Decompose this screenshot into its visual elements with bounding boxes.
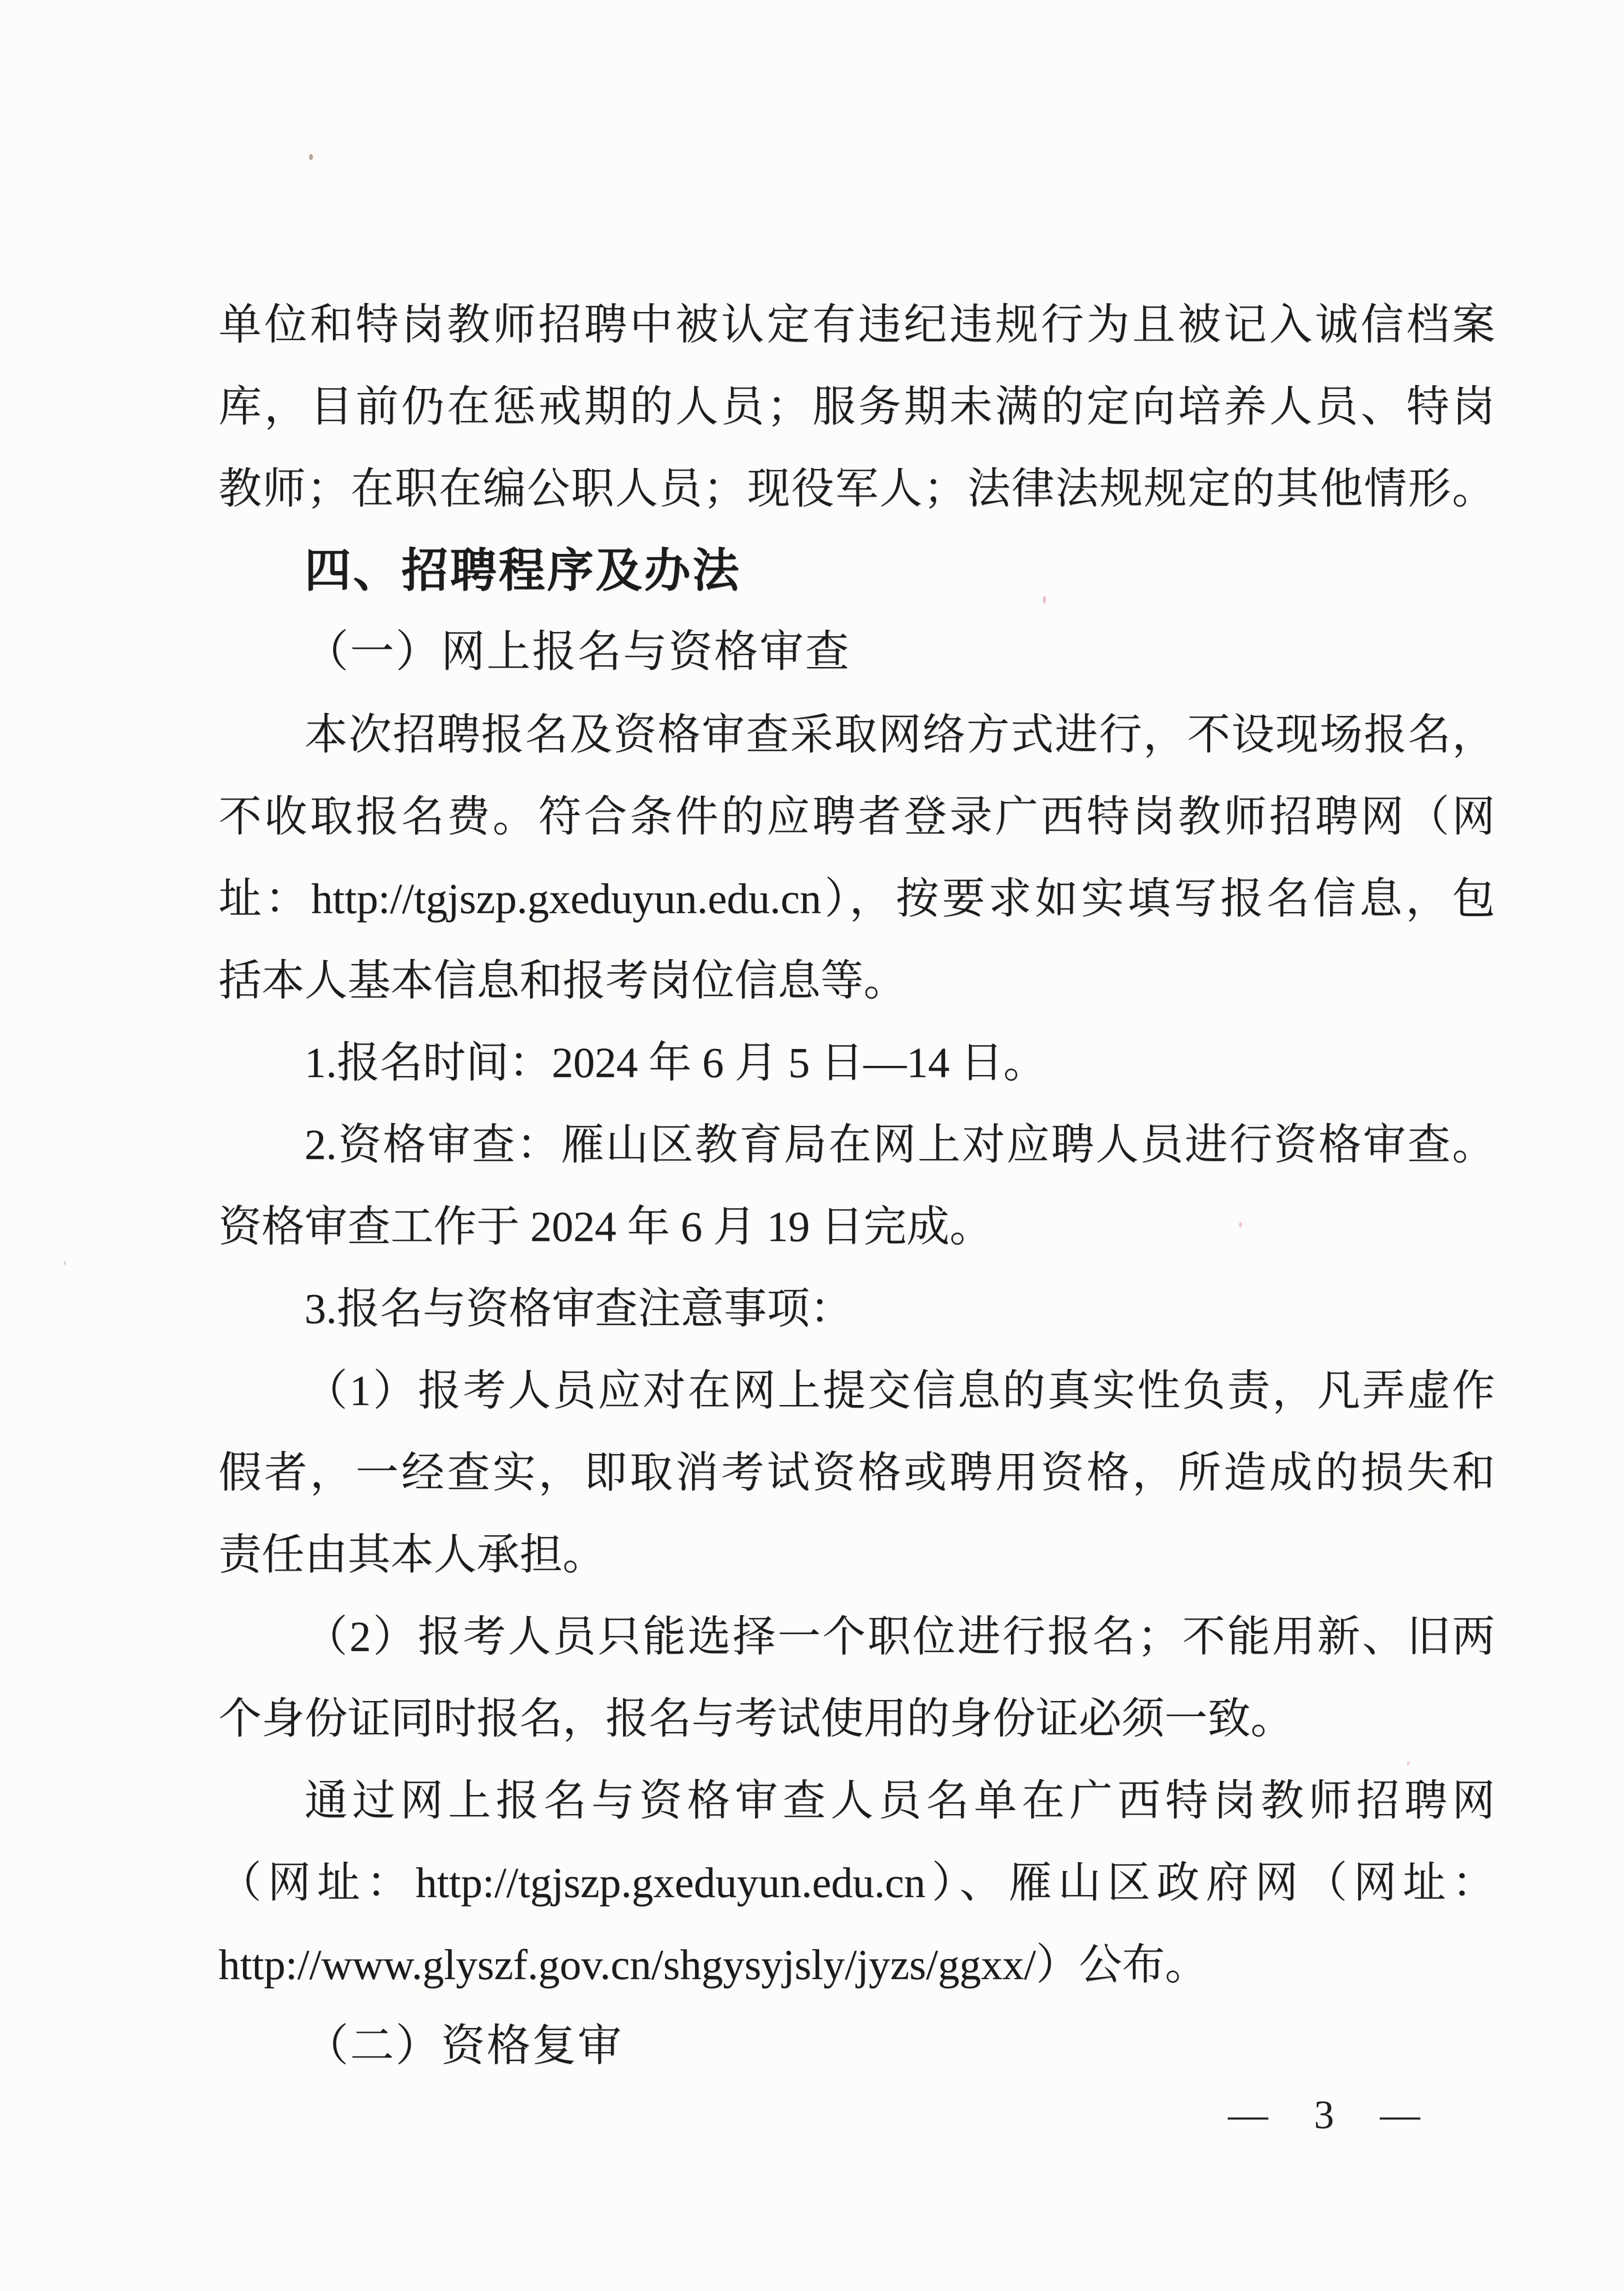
doc-line-date: 1.报名时间：2024 年 6 月 5 日—14 日。 (304, 1038, 1046, 1086)
doc-line: 库，目前仍在惩戒期的人员；服务期未满的定向培养人员、特岗 (218, 382, 1495, 430)
doc-line: 个身份证同时报名，报名与考试使用的身份证必须一致。 (218, 1694, 1294, 1742)
scan-speckle (1239, 1222, 1242, 1228)
doc-line: （1）报考人员应对在网上提交信息的真实性负责，凡弄虚作 (304, 1366, 1495, 1414)
document-body (218, 284, 1495, 2088)
scan-speckle (1407, 1761, 1410, 1766)
scan-speckle (1043, 596, 1046, 604)
doc-line-url: 址：http://tgjszp.gxeduyun.edu.cn），按要求如实填写报名信息，包 (218, 874, 1495, 922)
doc-line: 通过网上报名与资格审查人员名单在广西特岗教师招聘网 (304, 1776, 1495, 1824)
scan-speckle (309, 154, 313, 160)
doc-line-url: （网址：http://tgjszp.gxeduyun.edu.cn）、雁山区政府网（网址： (218, 1858, 1495, 1906)
section-heading: 四、招聘程序及办法 (304, 544, 741, 596)
subsection-heading-2: （二）资格复审 (304, 2022, 624, 2070)
doc-line: 本次招聘报名及资格审查采取网络方式进行，不设现场报名， (304, 710, 1495, 758)
doc-line: 括本人基本信息和报考岗位信息等。 (218, 956, 906, 1004)
doc-line-url: http://www.glyszf.gov.cn/shgysyjsly/jyzs/ggxx/）公布。 (218, 1940, 1208, 1988)
doc-line: 教师；在职在编公职人员；现役军人；法律法规规定的其他情形。 (218, 464, 1495, 512)
doc-line: 责任由其本人承担。 (218, 1530, 606, 1578)
doc-line: （2）报考人员只能选择一个职位进行报名；不能用新、旧两 (304, 1612, 1495, 1660)
doc-line: 单位和特岗教师招聘中被认定有违纪违规行为且被记入诚信档案 (218, 300, 1495, 348)
scan-speckle (64, 1261, 66, 1265)
doc-line: 2.资格审查：雁山区教育局在网上对应聘人员进行资格审查。 (304, 1120, 1495, 1168)
subsection-heading-1: （一）网上报名与资格审查 (304, 628, 851, 676)
doc-line: 不收取报名费。符合条件的应聘者登录广西特岗教师招聘网（网 (218, 792, 1495, 840)
doc-line-date: 资格审查工作于 2024 年 6 月 19 日完成。 (218, 1202, 992, 1250)
page-number: — 3 — (1228, 2093, 1438, 2137)
doc-line: 假者，一经查实，即取消考试资格或聘用资格，所造成的损失和 (218, 1448, 1495, 1496)
doc-line: 3.报名与资格审查注意事项： (304, 1284, 853, 1332)
